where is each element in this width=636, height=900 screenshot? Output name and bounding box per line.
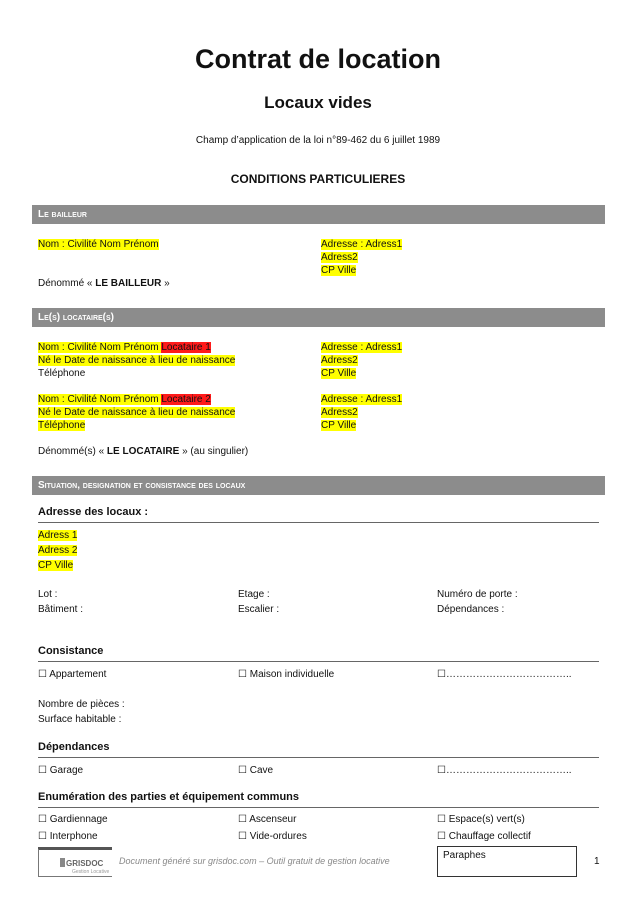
generated-by-text: Document généré sur grisdoc.com – Outil gratuit de gestion locative: [119, 856, 390, 866]
section-bar-bailleur: Le bailleur: [32, 205, 605, 224]
checkbox-garage[interactable]: ☐ Garage: [38, 765, 84, 776]
divider: [38, 807, 599, 808]
lot-label: Lot :: [38, 589, 58, 600]
bailleur-address-1: Adresse : Adress1: [321, 239, 403, 250]
locataire-2-birth: Né le Date de naissance à lieu de naissance: [38, 407, 236, 418]
consistance-title: Consistance: [38, 645, 104, 657]
dependances-title: Dépendances: [38, 741, 110, 753]
checkbox-vide-ordures[interactable]: ☐ Vide-ordures: [238, 831, 307, 842]
checkbox-chauffage-collectif[interactable]: ☐ Chauffage collectif: [437, 831, 531, 842]
locaux-address-3: CP Ville: [38, 560, 74, 571]
equipements-title: Enumération des parties et équipement communs: [38, 791, 300, 803]
adresse-locaux-title: Adresse des locaux :: [38, 506, 149, 518]
checkbox-maison[interactable]: ☐ Maison individuelle: [238, 669, 335, 680]
law-reference: Champ d’application de la loi n°89-462 du 6 juillet 1989: [195, 135, 441, 146]
locataire-denomme: Dénommé(s) « LE LOCATAIRE » (au singulier): [38, 446, 249, 457]
checkbox-ascenseur[interactable]: ☐ Ascenseur: [238, 814, 297, 825]
section-bar-situation: Situation, designation et consistance des locaux: [32, 476, 605, 495]
checkbox-espaces-verts[interactable]: ☐ Espace(s) vert(s): [437, 814, 525, 825]
porte-label: Numéro de porte :: [437, 589, 518, 600]
paraphes-box: Paraphes: [437, 846, 577, 877]
etage-label: Etage :: [238, 589, 270, 600]
locataire-2-phone: Téléphone: [38, 420, 86, 431]
divider: [38, 661, 599, 662]
escalier-label: Escalier :: [238, 604, 280, 615]
divider: [38, 757, 599, 758]
document-subtitle: Locaux vides: [264, 93, 372, 112]
bailleur-denomme: Dénommé « LE BAILLEUR »: [38, 278, 170, 289]
conditions-heading: CONDITIONS PARTICULIERES: [230, 172, 406, 186]
logo-mark-icon: [60, 858, 65, 867]
page-number: 1: [594, 856, 600, 867]
checkbox-interphone[interactable]: ☐ Interphone: [38, 831, 98, 842]
document-title: Contrat de location: [194, 44, 441, 74]
locataire-2-name: Nom : Civilité Nom Prénom Locataire 2: [38, 394, 211, 405]
batiment-label: Bâtiment :: [38, 604, 84, 615]
pieces-label: Nombre de pièces :: [38, 699, 125, 710]
locataire-2-address-3: CP Ville: [321, 420, 357, 431]
checkbox-appartement[interactable]: ☐ Appartement: [38, 669, 107, 680]
logo-text: GRISDOC: [66, 859, 104, 868]
checkbox-gardiennage[interactable]: ☐ Gardiennage: [38, 814, 108, 825]
locaux-address-1: Adress 1: [38, 530, 78, 541]
logo-subtext: Gestion Locative: [72, 869, 110, 875]
bailleur-name: Nom : Civilité Nom Prénom: [38, 239, 159, 250]
locataire-1-name: Nom : Civilité Nom Prénom Locataire 1: [38, 342, 211, 353]
checkbox-autre-consistance[interactable]: ☐………………………………..: [437, 669, 572, 680]
locataire-1-address-3: CP Ville: [321, 368, 357, 379]
checkbox-autre-dependance[interactable]: ☐………………………………..: [437, 765, 572, 776]
locataire-1-address-2: Adress2: [321, 355, 358, 366]
surface-label: Surface habitable :: [38, 714, 122, 725]
dependances-label: Dépendances :: [437, 604, 505, 615]
locataire-1-phone: Téléphone: [38, 368, 86, 379]
section-bar-locataires: Le(s) locataire(s): [32, 308, 605, 327]
bailleur-address-2: Adress2: [321, 252, 358, 263]
divider: [38, 522, 599, 523]
checkbox-cave[interactable]: ☐ Cave: [238, 765, 274, 776]
locataire-1-address-1: Adresse : Adress1: [321, 342, 403, 353]
locataire-2-address-1: Adresse : Adress1: [321, 394, 403, 405]
bailleur-address-3: CP Ville: [321, 265, 357, 276]
locaux-address-2: Adress 2: [38, 545, 78, 556]
locataire-1-birth: Né le Date de naissance à lieu de naissance: [38, 355, 236, 366]
locataire-2-address-2: Adress2: [321, 407, 358, 418]
